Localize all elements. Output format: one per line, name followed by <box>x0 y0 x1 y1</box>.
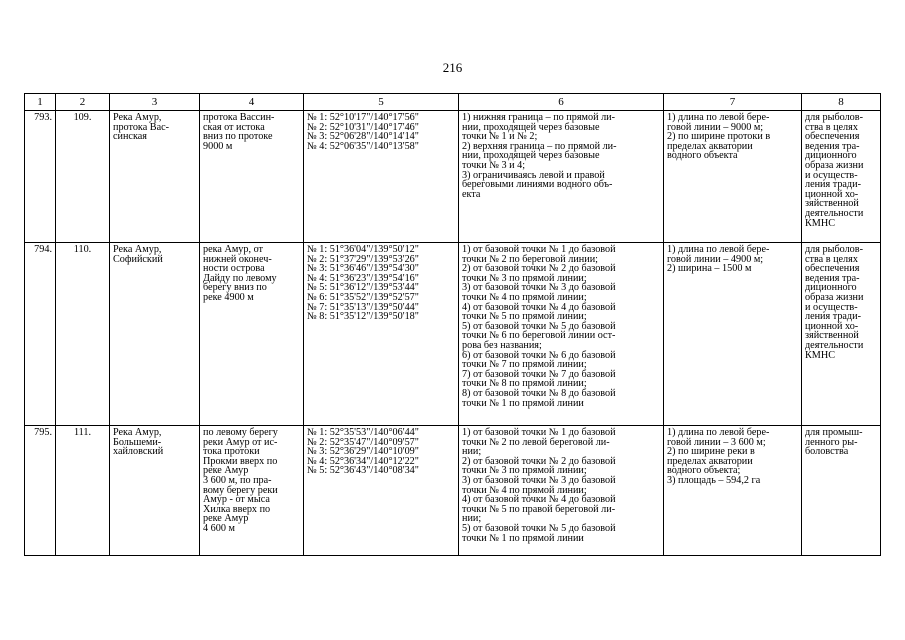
cell-text-line: зяйственной <box>805 330 859 342</box>
cell-text-line: № 4: 51°36'23"/139°54'16" <box>307 272 419 284</box>
cell-text-line: пределах акватории <box>667 140 753 152</box>
cell-text-line: реки Амур от ис- <box>203 436 278 448</box>
cell-text-line: 3 600 м, по пра- <box>203 474 272 486</box>
cell-text-line: ведения тра- <box>805 140 860 152</box>
cell-text-line: № 2: 51°37'29"/139°53'26" <box>307 253 419 265</box>
cell-text-line: тока протоки <box>203 446 260 458</box>
cell-text-line: 5) от базовой точки № 5 до базовой <box>462 522 616 534</box>
cell-text-line: ленного ры- <box>805 436 858 448</box>
cell-text-line: для рыболов- <box>805 112 863 123</box>
cell-text-line: 2) верхняя граница – по прямой ли- <box>462 140 617 152</box>
dimensions-cell <box>664 111 802 243</box>
column-header: 6 <box>459 94 664 111</box>
coordinates-cell <box>304 111 459 243</box>
cell-text-line: реке Амур <box>203 465 249 477</box>
cell-text-line: КМНС <box>805 217 836 229</box>
cell-text-line: № 3: 52°06'28"/140°14'14" <box>307 131 419 143</box>
site-boundaries-cell <box>200 243 304 426</box>
entry-number-cell: 111. <box>56 426 110 556</box>
cell-text-line: 3) от базовой точки № 3 до базовой <box>462 282 616 294</box>
cell-text-line: деятельности <box>805 339 864 351</box>
cell-text-line: береговыми линиями водного объ- <box>462 179 613 191</box>
cell-text-line: деятельности <box>805 207 864 219</box>
cell-text-line: точки № 4 по прямой линии; <box>462 291 587 303</box>
cell-text-line: 7) от базовой точки № 7 до базовой <box>462 368 616 380</box>
cell-text-line: точки № 3 по прямой линии; <box>462 465 587 477</box>
cell-text-line: 2) ширина – 1500 м <box>667 263 752 275</box>
cell-text-line: ления тради- <box>805 179 861 191</box>
cell-text-line: протока Вассин- <box>203 112 275 123</box>
cell-text-line: № 5: 52°36'43"/140°08'34" <box>307 465 419 477</box>
coordinates-cell <box>304 243 459 426</box>
cell-text-line: 3) ограничиваясь левой и правой <box>462 169 605 181</box>
cell-text-line: Хилка вверх по <box>203 503 271 515</box>
cell-text-line: точки № 4 по прямой линии; <box>462 484 587 496</box>
cell-text-line: ности острова <box>203 263 265 275</box>
cell-text-line: Софийский <box>113 253 163 265</box>
cell-text-line: 3) площадь – 594,2 га <box>667 474 761 486</box>
cell-text-line: № 8: 51°35'12"/139°50'18" <box>307 311 419 323</box>
cell-text-line: нии; <box>462 513 482 525</box>
cell-text-line: водного объекта <box>667 150 738 162</box>
cell-text-line: зяйственной <box>805 198 859 210</box>
water-body-cell <box>110 111 200 243</box>
cell-text-line: 4) от базовой точки № 4 до базовой <box>462 494 616 506</box>
cell-text-line: № 6: 51°35'52"/139°52'57" <box>307 291 419 303</box>
purpose-cell <box>802 111 881 243</box>
site-boundaries-cell <box>200 426 304 556</box>
boundary-description-cell <box>459 243 664 426</box>
table-row <box>25 426 881 556</box>
cell-text-line: ства в целях <box>805 121 858 133</box>
cell-text-line: 8) от базовой точки № 8 до базовой <box>462 387 616 399</box>
cell-text-line: 4 600 м <box>203 522 235 534</box>
cell-text-line: берегу вниз по <box>203 282 267 294</box>
cell-text-line: 3) от базовой точки № 3 до базовой <box>462 474 616 486</box>
cell-text-line: образа жизни <box>805 159 864 171</box>
cell-text-line: нижней оконеч- <box>203 253 272 265</box>
coordinates-cell <box>304 426 459 556</box>
cell-text-line: реке 4900 м <box>203 291 254 303</box>
cell-text-line: для рыболов- <box>805 244 863 255</box>
cell-text-line: рова без названия; <box>462 339 542 351</box>
cell-text-line: 1) от базовой точки № 1 до базовой <box>462 244 616 255</box>
cell-text-line: екта <box>462 188 481 200</box>
cell-text-line: боловства <box>805 446 849 458</box>
cell-text-line: 9000 м <box>203 140 233 152</box>
site-boundaries-cell <box>200 111 304 243</box>
column-header: 5 <box>304 94 459 111</box>
cell-text-line: № 4: 52°36'34"/140°12'22" <box>307 455 419 467</box>
cell-text-line: № 5: 51°36'12"/139°53'44" <box>307 282 419 294</box>
cell-text-line: вниз по протоке <box>203 131 273 143</box>
cell-text-line: диционного <box>805 282 857 294</box>
cell-text-line: точки № 5 по прямой линии; <box>462 311 587 323</box>
table-row <box>25 243 881 426</box>
table-header-row <box>25 94 881 111</box>
purpose-cell <box>802 426 881 556</box>
cell-text-line: и осуществ- <box>805 301 858 313</box>
cell-text-line: 2) от базовой точки № 2 до базовой <box>462 263 616 275</box>
cell-text-line: ская от истока <box>203 121 265 133</box>
cell-text-line: точки № 8 по прямой линии; <box>462 378 587 390</box>
cell-text-line: для промыш- <box>805 427 863 438</box>
entry-number-cell: 109. <box>56 111 110 243</box>
cell-text-line: нии, проходящей через базовые <box>462 121 600 133</box>
cell-text-line: ционной хо- <box>805 320 859 332</box>
cell-text-line: 2) по ширине реки в <box>667 446 755 458</box>
cell-text-line: река Амур, от <box>203 244 263 255</box>
cell-text-line: Река Амур, <box>113 112 162 123</box>
cell-text-line: вому берегу реки <box>203 484 278 496</box>
cell-text-line: точки № 3 по прямой линии; <box>462 272 587 284</box>
cell-text-line: 5) от базовой точки № 5 до базовой <box>462 320 616 332</box>
cell-text-line: № 2: 52°10'31"/140°17'46" <box>307 121 419 133</box>
boundary-description-cell <box>459 426 664 556</box>
cell-text-line: нии; <box>462 446 482 458</box>
cell-text-line: ления тради- <box>805 311 861 323</box>
fishing-sites-table <box>24 93 881 556</box>
cell-text-line: точки № 5 по правой береговой ли- <box>462 503 616 515</box>
cell-text-line: Река Амур, <box>113 427 162 438</box>
cell-text-line: 2) от базовой точки № 2 до базовой <box>462 455 616 467</box>
table-row <box>25 111 881 243</box>
cell-text-line: ведения тра- <box>805 272 860 284</box>
cell-text-line: обеспечения <box>805 263 860 275</box>
cell-text-line: говой линии – 9000 м; <box>667 121 764 133</box>
cell-text-line: говой линии – 3 600 м; <box>667 436 766 448</box>
cell-text-line: № 4: 52°06'35"/140°13'58" <box>307 140 419 152</box>
cell-text-line: № 1: 52°35'53"/140°06'44" <box>307 427 419 438</box>
cell-text-line: точки № 2 по береговой линии; <box>462 253 598 265</box>
column-header: 8 <box>802 94 881 111</box>
column-header: 1 <box>25 94 56 111</box>
cell-text-line: точки № 1 по прямой линии <box>462 397 584 409</box>
row-number-cell: 795. <box>25 426 56 556</box>
cell-text-line: синская <box>113 131 147 143</box>
purpose-cell <box>802 243 881 426</box>
cell-text-line: точки № 7 по прямой линии; <box>462 359 587 371</box>
water-body-cell <box>110 426 200 556</box>
cell-text-line: по левому берегу <box>203 427 278 438</box>
cell-text-line: № 2: 52°35'47"/140°09'57" <box>307 436 419 448</box>
cell-text-line: точки № 1 и № 2; <box>462 131 538 143</box>
cell-text-line: говой линии – 4900 м; <box>667 253 764 265</box>
cell-text-line: ства в целях <box>805 253 858 265</box>
cell-text-line: № 3: 51°36'46"/139°54'30" <box>307 263 419 275</box>
cell-text-line: пределах акватории <box>667 455 753 467</box>
cell-text-line: 1) нижняя граница – по прямой ли- <box>462 112 615 123</box>
cell-text-line: ционной хо- <box>805 188 859 200</box>
cell-text-line: 1) длина по левой бере- <box>667 244 770 255</box>
cell-text-line: Река Амур, <box>113 244 162 255</box>
cell-text-line: образа жизни <box>805 291 864 303</box>
cell-text-line: диционного <box>805 150 857 162</box>
dimensions-cell <box>664 243 802 426</box>
column-header: 4 <box>200 94 304 111</box>
column-header: 3 <box>110 94 200 111</box>
cell-text-line: реке Амур <box>203 513 249 525</box>
water-body-cell <box>110 243 200 426</box>
cell-text-line: 1) длина по левой бере- <box>667 427 770 438</box>
cell-text-line: протока Вас- <box>113 121 170 133</box>
cell-text-line: Дайду по левому <box>203 272 277 284</box>
cell-text-line: точки № 2 по левой береговой ли- <box>462 436 610 448</box>
cell-text-line: 1) длина по левой бере- <box>667 112 770 123</box>
entry-number-cell: 110. <box>56 243 110 426</box>
column-header: 2 <box>56 94 110 111</box>
column-header: 7 <box>664 94 802 111</box>
boundary-description-cell <box>459 111 664 243</box>
cell-text-line: точки № 6 по береговой линии ост- <box>462 330 616 342</box>
cell-text-line: точки № 3 и 4; <box>462 159 526 171</box>
cell-text-line: обеспечения <box>805 131 860 143</box>
cell-text-line: нии, проходящей через базовые <box>462 150 600 162</box>
page-number: 216 <box>442 60 463 75</box>
cell-text-line: 6) от базовой точки № 6 до базовой <box>462 349 616 361</box>
cell-text-line: и осуществ- <box>805 169 858 181</box>
cell-text-line: № 1: 51°36'04"/139°50'12" <box>307 244 419 255</box>
cell-text-line: № 3: 52°36'29"/140°10'09" <box>307 446 419 458</box>
cell-text-line: 1) от базовой точки № 1 до базовой <box>462 427 616 438</box>
cell-text-line: Амур - от мыса <box>203 494 270 506</box>
cell-text-line: точки № 1 по прямой линии <box>462 532 584 544</box>
cell-text-line: Прокми вверх по <box>203 455 278 467</box>
cell-text-line: № 1: 52°10'17"/140°17'56" <box>307 112 419 123</box>
cell-text-line: 2) по ширине протоки в <box>667 131 771 143</box>
cell-text-line: № 7: 51°35'13"/139°50'44" <box>307 301 419 313</box>
row-number-cell: 794. <box>25 243 56 426</box>
cell-text-line: хайловский <box>113 446 164 458</box>
cell-text-line: водного объекта; <box>667 465 741 477</box>
dimensions-cell <box>664 426 802 556</box>
cell-text-line: КМНС <box>805 349 836 361</box>
cell-text-line: 4) от базовой точки № 4 до базовой <box>462 301 616 313</box>
row-number-cell: 793. <box>25 111 56 243</box>
cell-text-line: Большеми- <box>113 436 162 448</box>
